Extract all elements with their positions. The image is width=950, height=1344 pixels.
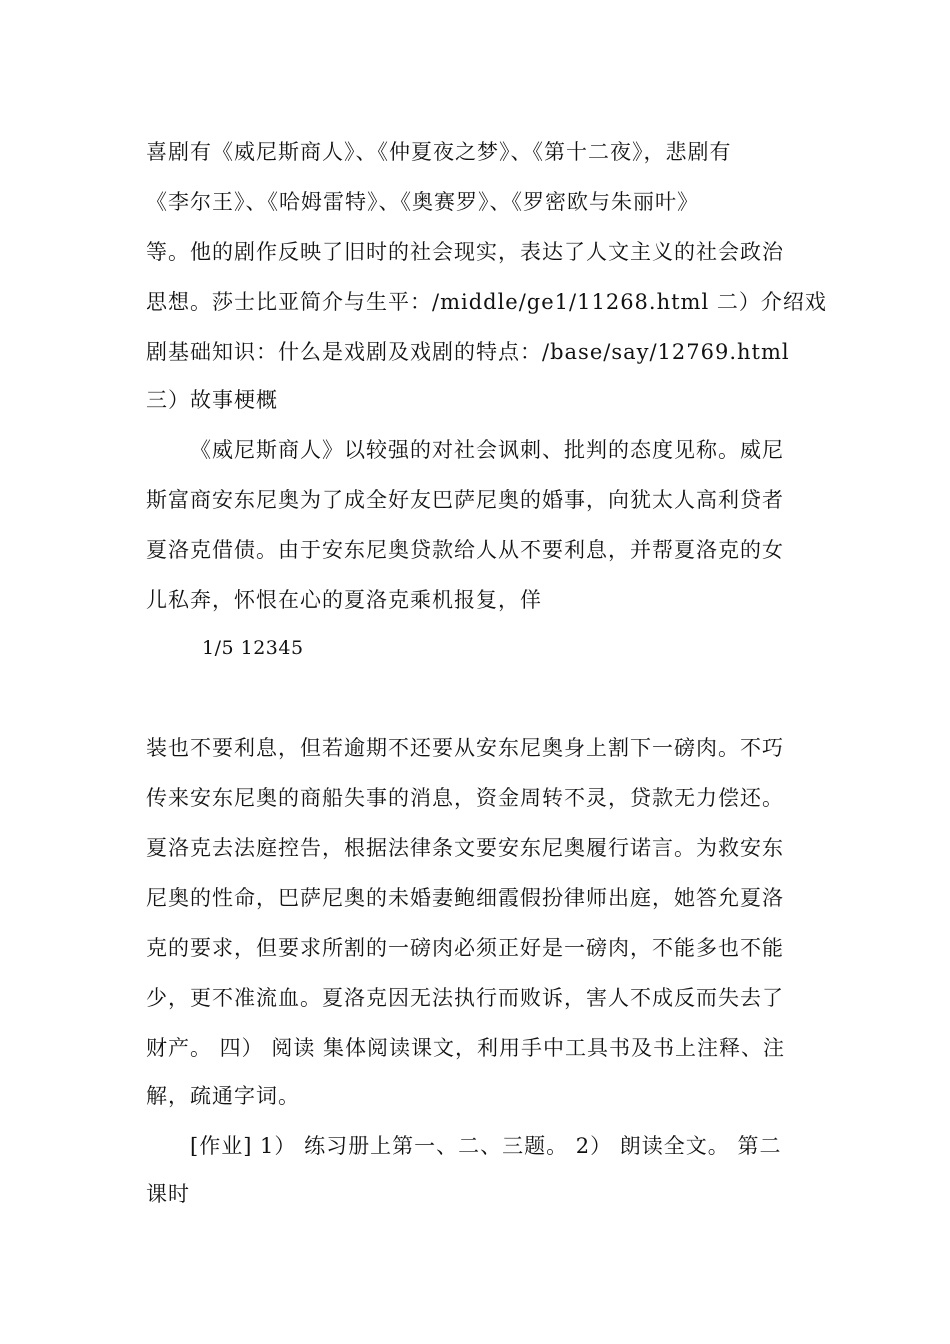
section-heading: 三）故事梗概 (146, 388, 278, 412)
paragraph-line: 剧基础知识：什么是戏剧及戏剧的特点：/base/say/12769.html (146, 340, 790, 364)
paragraph-line: 等。他的剧作反映了旧时的社会现实，表达了人文主义的社会政治 (146, 240, 784, 264)
paragraph-line: 儿私奔，怀恨在心的夏洛克乘机报复，佯 (146, 588, 542, 612)
paragraph-line: 传来安东尼奥的商船失事的消息，资金周转不灵，贷款无力偿还。 (146, 786, 784, 810)
paragraph-line: 夏洛克去法庭控告，根据法律条文要安东尼奥履行诺言。为救安东 (146, 836, 784, 860)
paragraph-line: 喜剧有《威尼斯商人》、《仲夏夜之梦》、《第十二夜》，悲剧有 (146, 140, 732, 164)
paragraph-line: 《威尼斯商人》以较强的对社会讽刺、批判的态度见称。威尼 (190, 438, 784, 462)
paragraph-line: 斯富商安东尼奥为了成全好友巴萨尼奥的婚事，向犹太人高利贷者 (146, 488, 784, 512)
paragraph-line: 夏洛克借债。由于安东尼奥贷款给人从不要利息，并帮夏洛克的女 (146, 538, 784, 562)
paragraph-line: 《李尔王》、《哈姆雷特》、《奥赛罗》、《罗密欧与朱丽叶》 (146, 190, 699, 214)
paragraph-line: 装也不要利息，但若逾期不还要从安东尼奥身上割下一磅肉。不巧 (146, 736, 784, 760)
paragraph-line: 财产。 四） 阅读 集体阅读课文，利用手中工具书及书上注释、注 (146, 1036, 786, 1060)
paragraph-line: 思想。莎士比亚简介与生平：/middle/ge1/11268.html 二）介绍戏 (146, 290, 827, 314)
paragraph-line: 尼奥的性命，巴萨尼奥的未婚妻鲍细霞假扮律师出庭，她答允夏洛 (146, 886, 784, 910)
paragraph-line: 课时 (146, 1182, 190, 1206)
homework-line: [作业] 1） 练习册上第一、二、三题。 2） 朗读全文。 第二 (190, 1134, 782, 1158)
paragraph-line: 克的要求，但要求所割的一磅肉必须正好是一磅肉，不能多也不能 (146, 936, 784, 960)
paragraph-line: 解，疏通字词。 (146, 1084, 300, 1108)
page-number: 1/5 12345 (202, 637, 304, 659)
paragraph-line: 少，更不准流血。夏洛克因无法执行而败诉，害人不成反而失去了 (146, 986, 784, 1010)
